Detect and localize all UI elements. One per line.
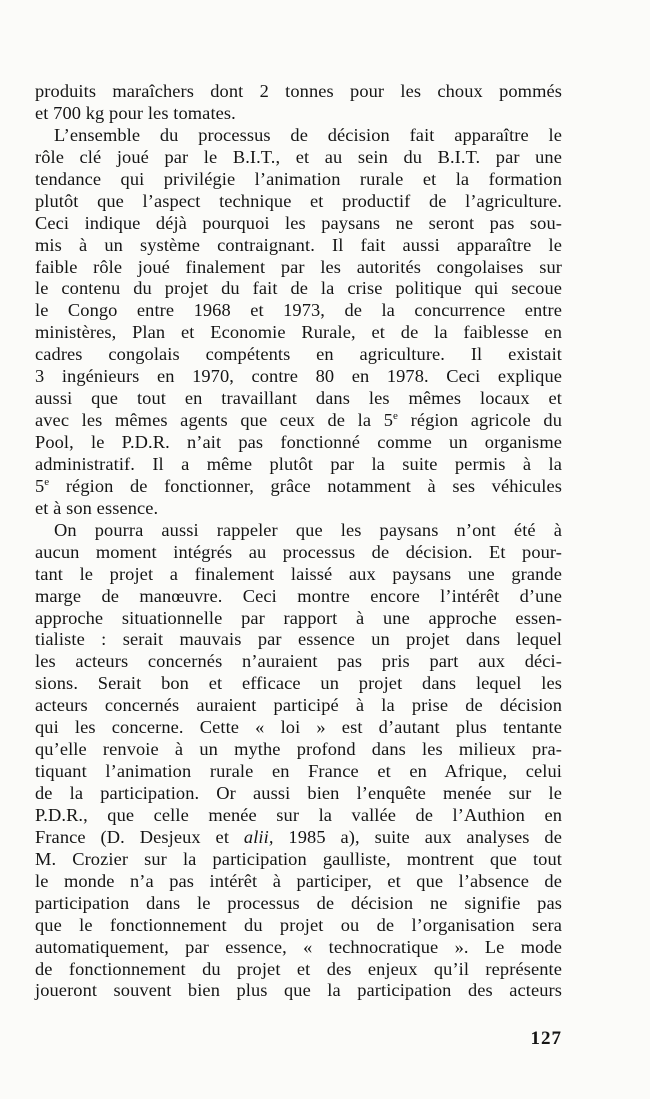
text-line [35, 915, 562, 937]
text-line [35, 739, 562, 761]
text-line [35, 300, 562, 322]
text-segment: sions. Serait bon et efficace un projet dans lequel les [35, 673, 562, 694]
text-segment: approche situationnelle par rapport à une approche essen- [35, 607, 562, 628]
italic-text: alii, [243, 826, 274, 847]
text-line [35, 410, 562, 432]
text-segment: le monde n’a pas intérêt à participer, et que l’absence de [35, 870, 562, 891]
text-line [35, 805, 562, 827]
text-line [35, 564, 562, 586]
text-segment: de la participation. Or aussi bien l’enquête menée sur le [35, 783, 562, 803]
text-line [35, 893, 562, 915]
text-segment: M. Crozier sur la participation gaulliste, montrent que tout [35, 848, 562, 869]
text-line [35, 673, 562, 695]
text-segment: avec les mêmes agents que ceux de la 5 [35, 410, 394, 431]
text-segment: le contenu du projet du fait de la crise politique qui secoue [35, 278, 562, 299]
text-line [35, 432, 562, 454]
text-segment: ministères, Plan et Economie Rurale, et de la faiblesse en [35, 322, 562, 343]
text-segment: tant le projet a finalement laissé aux paysans une grande [35, 563, 562, 584]
text-line [35, 213, 562, 235]
text-segment: France (D. Desjeux et [35, 826, 244, 847]
text-segment: et 700 kg pour les tomates. [35, 102, 236, 123]
text-line [35, 937, 562, 959]
text-line [35, 761, 562, 783]
text-segment: rôle clé joué par le B.I.T., et au sein du B.I.T. par une [35, 146, 562, 167]
text-line [35, 498, 562, 520]
text-segment: 3 ingénieurs en 1970, contre 80 en 1978. Ceci explique [35, 366, 562, 387]
page-text [35, 81, 562, 1002]
text-line [35, 388, 562, 410]
text-segment: Ceci indique déjà pourquoi les paysans ne seront pas sou- [35, 212, 562, 233]
text-line [35, 366, 562, 388]
text-segment: acteurs concernés auraient participé à la prise de décision [35, 695, 562, 716]
text-segment: tiquant l’animation rurale en France et en Afrique, celui [35, 761, 562, 782]
text-line [35, 629, 562, 651]
text-segment: produits maraîchers dont 2 tonnes pour les choux pommés [35, 81, 562, 101]
superscript-text: e [44, 475, 50, 488]
text-line [35, 278, 562, 300]
text-segment: marge de manœuvre. Ceci montre encore l’intérêt d’une [35, 585, 562, 606]
text-line [35, 871, 562, 893]
superscript-text: e [393, 409, 399, 422]
text-segment: le Congo entre 1968 et 1973, de la concurrence entre [35, 300, 562, 321]
page-number: 127 [530, 1028, 562, 1049]
text-segment: 1985 a), suite aux analyses de [273, 826, 562, 847]
text-segment: tendance qui privilégie l’animation rurale et la formation [35, 168, 562, 189]
text-segment: P.D.R., que celle menée sur la vallée de l’Authion en [35, 804, 562, 825]
text-line [35, 191, 562, 213]
text-segment: région agricole du [398, 410, 562, 431]
text-segment: tialiste : serait mauvais par essence un projet dans lequel [35, 629, 562, 650]
text-segment: les acteurs concernés n’auraient pas pris part aux déci- [35, 651, 562, 672]
text-segment: région de fonctionner, grâce notamment à ses véhicules [49, 475, 562, 496]
text-line [35, 322, 562, 344]
text-segment: qui les concerne. Cette « loi » est d’autant plus tentante [35, 717, 562, 738]
text-line [35, 827, 562, 849]
text-line [35, 717, 562, 739]
text-line [35, 586, 562, 608]
text-segment: cadres congolais compétents en agriculture. Il existait [35, 344, 562, 365]
text-line [35, 344, 562, 366]
text-line [35, 783, 562, 805]
text-segment: qu’elle renvoie à un mythe profond dans les milieux pra- [35, 739, 562, 760]
text-segment: joueront souvent bien plus que la participation des acteurs [35, 980, 562, 1001]
text-segment: et à son essence. [35, 497, 159, 518]
text-segment: aucun moment intégrés au processus de décision. Et pour- [35, 541, 562, 562]
text-segment: L’ensemble du processus de décision fait apparaître le [54, 124, 562, 145]
text-segment: aussi que tout en travaillant dans les mêmes locaux et [35, 388, 562, 409]
text-segment: de fonctionnement du projet et des enjeux qu’il représente [35, 958, 562, 979]
text-line [35, 235, 562, 257]
text-segment: automatiquement, par essence, « technocratique ». Le mode [35, 936, 562, 957]
text-segment: administratif. Il a même plutôt par la suite permis à la [35, 453, 562, 474]
text-line [35, 695, 562, 717]
text-line [35, 103, 562, 125]
text-line [35, 959, 562, 981]
text-line [35, 980, 562, 1002]
text-line [35, 257, 562, 279]
text-line [35, 147, 562, 169]
text-line [35, 520, 562, 542]
text-line [35, 608, 562, 630]
text-line [35, 125, 562, 147]
text-segment: 5 [35, 475, 45, 496]
text-segment: plutôt que l’aspect technique et productif de l’agriculture. [35, 190, 562, 211]
text-line [35, 651, 562, 673]
text-line [35, 849, 562, 871]
text-segment: participation dans le processus de décision ne signifie pas [35, 892, 562, 913]
text-segment: faible rôle joué finalement par les autorités congolaises sur [35, 256, 562, 277]
text-line [35, 81, 562, 103]
text-line [35, 476, 562, 498]
text-segment: que le fonctionnement du projet ou de l’organisation sera [35, 914, 562, 935]
text-line [35, 169, 562, 191]
text-segment: mis à un système contraignant. Il fait aussi apparaître le [35, 234, 562, 255]
text-segment: On pourra aussi rappeler que les paysans n’ont été à [54, 519, 562, 540]
text-line [35, 542, 562, 564]
text-line [35, 454, 562, 476]
text-segment: Pool, le P.D.R. n’ait pas fonctionné comme un organisme [35, 432, 562, 452]
